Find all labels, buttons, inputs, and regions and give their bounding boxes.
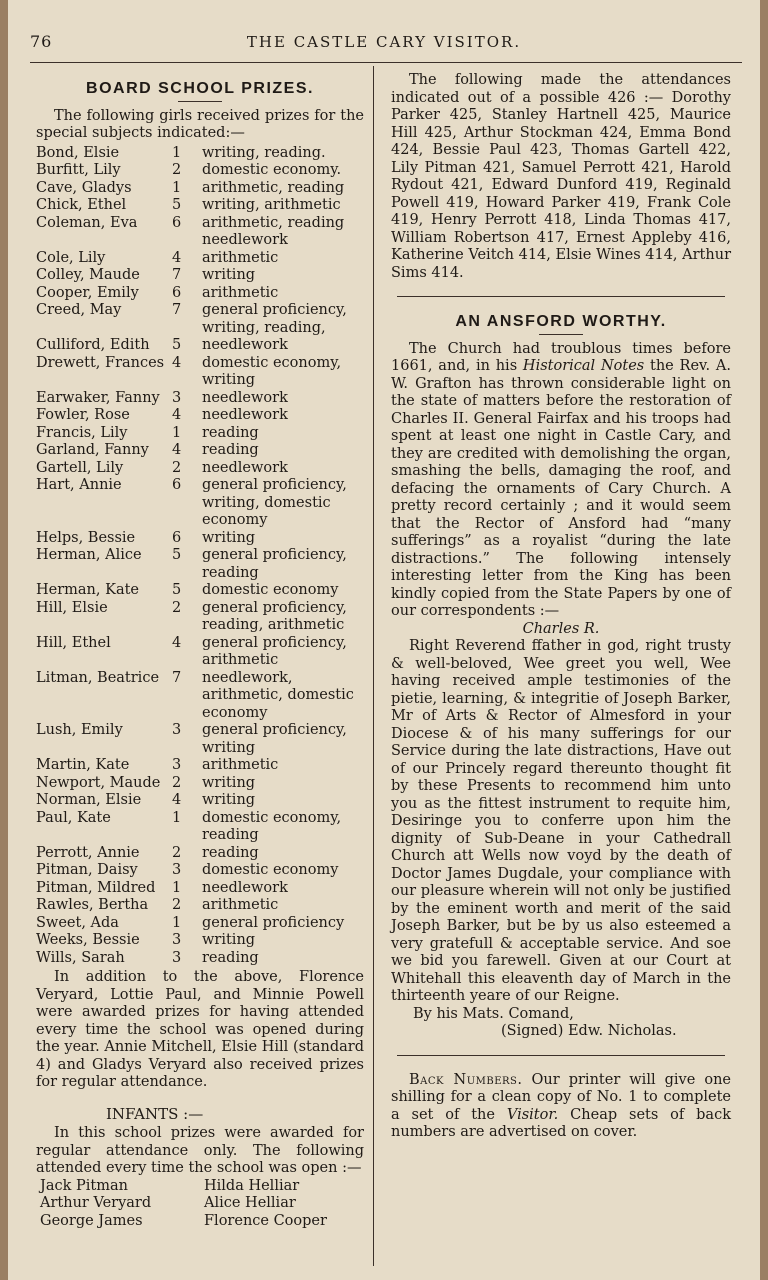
- prize-name: Fowler, Rose: [36, 407, 130, 423]
- prize-row: [36, 810, 364, 845]
- prize-row: [36, 792, 364, 810]
- prize-row: [36, 390, 364, 408]
- prize-subjects: domestic economy, writing: [202, 354, 342, 388]
- prize-subjects: needlework: [202, 879, 288, 896]
- prize-standard: 2: [172, 599, 182, 616]
- prize-row: [36, 547, 364, 582]
- prize-subjects: general proficiency, writing: [202, 722, 347, 756]
- prize-standard: 2: [172, 459, 182, 476]
- infant-name: Florence Cooper: [204, 1212, 327, 1229]
- letter-heading: Charles R.: [522, 620, 600, 637]
- prize-row: [36, 915, 364, 933]
- prize-list: [36, 145, 364, 968]
- prize-standard: 2: [172, 774, 182, 791]
- prize-subjects: writing: [202, 529, 256, 546]
- prize-subjects: reading: [202, 844, 259, 861]
- prize-standard: 6: [172, 529, 182, 546]
- prize-subjects: domestic economy, reading: [202, 809, 342, 843]
- prize-standard: 5: [172, 337, 182, 353]
- prize-standard: 2: [172, 162, 182, 178]
- prize-name: Chick, Ethel: [36, 197, 127, 213]
- section-rule: [397, 296, 725, 297]
- prize-row: [36, 337, 364, 355]
- prize-row: [36, 722, 364, 757]
- prize-name: Rawles, Bertha: [36, 897, 149, 913]
- page-number: 76: [30, 32, 53, 51]
- prize-standard: 5: [172, 582, 182, 598]
- prize-name: Pitman, Mildred: [36, 879, 156, 896]
- prize-name: Hart, Annie: [36, 477, 122, 493]
- prize-standard: 2: [172, 897, 182, 913]
- letter-signed: (Signed) Edw. Nicholas.: [501, 1023, 677, 1039]
- prize-subjects: general proficiency, arithmetic: [202, 634, 347, 668]
- letter-signature-line: By his Mats. Comand,: [413, 1005, 574, 1022]
- infants-names: [36, 1178, 364, 1231]
- prize-name: Bond, Elsie: [36, 144, 120, 161]
- prize-row: [36, 460, 364, 478]
- prize-subjects: needlework: [202, 459, 288, 476]
- prize-standard: 7: [172, 302, 182, 318]
- prize-name: Gartell, Lily: [36, 459, 124, 476]
- prize-subjects: writing, reading.: [202, 144, 326, 161]
- title-rule: [539, 334, 583, 335]
- prize-standard: 1: [172, 914, 182, 931]
- prize-name: Newport, Maude: [36, 774, 161, 791]
- right-column: [391, 72, 731, 1142]
- prize-name: Hill, Ethel: [36, 634, 111, 651]
- back-numbers-label: Back Numbers.: [409, 1071, 523, 1088]
- prize-name: Cooper, Emily: [36, 284, 139, 301]
- prize-name: Coleman, Eva: [36, 214, 138, 231]
- prize-row: [36, 670, 364, 723]
- prize-name: Helps, Bessie: [36, 529, 136, 546]
- prize-standard: 3: [172, 757, 182, 773]
- section-rule: [397, 1055, 725, 1056]
- prize-standard: 1: [172, 424, 182, 441]
- prize-name: Culliford, Edith: [36, 337, 150, 353]
- prize-name: Drewett, Frances: [36, 354, 165, 371]
- prize-row: [36, 267, 364, 285]
- prizes-title: BOARD SCHOOL PRIZES.: [86, 80, 314, 97]
- prize-row: [36, 932, 364, 950]
- prize-standard: 1: [172, 144, 182, 161]
- prize-standard: 3: [172, 389, 182, 406]
- prize-name: Earwaker, Fanny: [36, 389, 160, 406]
- prize-standard: 6: [172, 284, 182, 301]
- prize-standard: 3: [172, 862, 182, 878]
- prize-subjects: arithmetic: [202, 249, 279, 266]
- prize-standard: 5: [172, 197, 182, 213]
- prize-standard: 4: [172, 249, 182, 266]
- infants-col-2: [200, 1178, 364, 1231]
- prizes-addition: In addition to the above, Florence Veryard, Lottie Paul, and Minnie Powell were awarded prizes for having attended every time the school was opened during the year. Annie Mitchell, Elsie Hill (standard 4) and Gladys Veryard also received prizes for regular attendance.: [36, 969, 364, 1090]
- prize-row: [36, 162, 364, 180]
- prize-standard: 3: [172, 722, 182, 738]
- prize-name: Cave, Gladys: [36, 179, 132, 196]
- prize-row: [36, 635, 364, 670]
- prize-row: [36, 600, 364, 635]
- prize-row: [36, 950, 364, 968]
- prize-name: Pitman, Daisy: [36, 862, 138, 878]
- worthy-text-book: Historical Notes: [522, 358, 645, 374]
- prize-row: [36, 582, 364, 600]
- prize-subjects: general proficiency, writing, reading,: [202, 302, 347, 336]
- prize-row: [36, 757, 364, 775]
- prize-subjects: needlework: [202, 389, 288, 406]
- prize-row: [36, 442, 364, 460]
- prize-standard: 6: [172, 477, 182, 493]
- prize-row: [36, 180, 364, 198]
- prize-standard: 7: [172, 267, 182, 283]
- column-divider: [373, 66, 374, 1266]
- prize-name: Cole, Lily: [36, 249, 106, 266]
- infant-name: Hilda Helliar: [204, 1177, 300, 1194]
- prize-subjects: domestic economy: [202, 582, 339, 598]
- prize-row: [36, 197, 364, 215]
- prize-row: [36, 862, 364, 880]
- prize-subjects: needlework: [202, 407, 288, 423]
- title-rule: [178, 101, 222, 102]
- worthy-paragraph: [391, 341, 731, 621]
- prize-subjects: writing: [202, 792, 256, 808]
- worthy-text-a: The Church had troublous times before 1661, and, in his: [391, 340, 731, 374]
- prize-standard: 4: [172, 634, 182, 651]
- prize-subjects: domestic economy.: [202, 162, 342, 178]
- infants-col-1: [36, 1178, 200, 1231]
- prize-row: [36, 302, 364, 337]
- prize-subjects: domestic economy: [202, 862, 339, 878]
- header-rule: [30, 62, 742, 63]
- prize-name: Weeks, Bessie: [36, 932, 140, 948]
- prize-row: [36, 530, 364, 548]
- prize-standard: 4: [172, 407, 182, 423]
- prize-row: [36, 285, 364, 303]
- prize-subjects: reading: [202, 949, 259, 966]
- prize-row: [36, 250, 364, 268]
- prize-subjects: writing, arithmetic: [202, 197, 341, 213]
- prize-subjects: needlework, arithmetic, domestic economy: [202, 669, 354, 721]
- prize-standard: 4: [172, 354, 182, 371]
- attendance-text: The following made the attendances indicated out of a possible 426 :— Dorothy Parker 425, Stanley Hartnell 425, Maurice Hill 425, Arthur Stockman 424, Emma Bond 424, Bessie Paul 423, Thomas Gartell 422, Lily Pitman 421, Samuel Perrott 421, Harold Rydout 421, Edward Dunford 419, Reginald Powell 419, Howard Parker 419, Frank Cole 419, Henry Perrott 418, Linda Thomas 417, William Robertson 417, Ernest Appleby 416, Katherine Veitch 414, Elsie Wines 414, Arthur Sims 414.: [391, 72, 731, 281]
- prize-row: [36, 897, 364, 915]
- prize-name: Lush, Emily: [36, 722, 123, 738]
- back-numbers-visitor: Visitor.: [506, 1106, 559, 1123]
- worthy-title: AN ANSFORD WORTHY.: [455, 313, 667, 330]
- prize-standard: 5: [172, 547, 182, 563]
- prize-name: Paul, Kate: [36, 809, 111, 826]
- prize-row: [36, 355, 364, 390]
- running-head: [8, 30, 760, 52]
- prize-name: Perrott, Annie: [36, 844, 140, 861]
- infant-name: Alice Helliar: [204, 1195, 296, 1211]
- prize-row: [36, 145, 364, 163]
- prize-subjects: needlework: [202, 337, 288, 353]
- infant-name: Jack Pitman: [40, 1177, 128, 1194]
- prize-name: Wills, Sarah: [36, 949, 125, 966]
- prize-row: [36, 215, 364, 250]
- prize-standard: 3: [172, 932, 182, 948]
- prize-subjects: writing: [202, 267, 256, 283]
- prize-standard: 3: [172, 949, 182, 966]
- infant-name: Arthur Veryard: [40, 1195, 152, 1211]
- prize-row: [36, 880, 364, 898]
- running-title: THE CASTLE CARY VISITOR.: [246, 33, 522, 51]
- prize-subjects: reading: [202, 442, 259, 458]
- prize-standard: 1: [172, 879, 182, 896]
- prize-standard: 2: [172, 844, 182, 861]
- page: [8, 0, 760, 1280]
- prize-standard: 6: [172, 214, 182, 231]
- prize-subjects: general proficiency: [202, 914, 345, 931]
- prize-name: Martin, Kate: [36, 757, 130, 773]
- letter-body: Right Reverend ffather in god, right trusty & well-beloved, Wee greet you well, Wee having received ample testimonies of the pietie, learning, & integritie of Joseph Barker, Mr of Arts & Rector of Almesford in your Diocese & of his many sufferings for our Service during the late distractions, Have out of our Princely regard thereunto thought fit by these Presents to recommend him unto you as the fittest instrument to requite him, Desiringe you to conferre upon him the dignity of Sub-Deane in your Cathedrall Church att Wells now voyd by the death of Doctor James Dugdale, your compliance with our pleasure wherein will not only be justified by the eminent worth and merit of the said Joseph Barker, but be by us also esteemed a very gratefull & acceptable service. And soe we bid you farewell. Given at our Court at Whitehall this eleaventh day of March in the thirteenth yeare of our Reigne.: [391, 638, 731, 1004]
- prize-standard: 1: [172, 179, 182, 196]
- infant-name: George James: [40, 1212, 143, 1229]
- prize-name: Hill, Elsie: [36, 599, 108, 616]
- prize-subjects: general proficiency, writing, domestic economy: [202, 477, 347, 528]
- prize-subjects: reading: [202, 424, 259, 441]
- infants-title: INFANTS :—: [106, 1104, 204, 1123]
- worthy-text-c: the Rev. A. W. Grafton has thrown considerable light on the state of matters before the restoration of Charles II. General Fairfax and his troops had spent at least one night in Castle Cary, and they are credited with demolishing the organ, smashing the bells, damaging the roof, and defacing the ornaments of Cary Church. A pretty record certainly ; and it would seem that the Rector of Ansford had “many sufferings” as a royalist “during the late distractions.” The following intensely interesting letter from the King has been kindly copied from the State Papers by one of our correspondents :—: [391, 358, 731, 619]
- prize-name: Creed, May: [36, 302, 122, 318]
- prize-name: Colley, Maude: [36, 267, 140, 283]
- prizes-intro: The following girls received prizes for the special subjects indicated:—: [36, 107, 364, 141]
- prize-name: Francis, Lily: [36, 424, 128, 441]
- prize-standard: 1: [172, 809, 182, 826]
- infants-text: In this school prizes were awarded for regular attendance only. The following attended every time the school was open :—: [36, 1125, 364, 1176]
- prize-row: [36, 775, 364, 793]
- prize-subjects: arithmetic: [202, 284, 279, 301]
- prize-name: Garland, Fanny: [36, 442, 149, 458]
- prize-name: Sweet, Ada: [36, 914, 119, 931]
- prize-subjects: general proficiency, reading: [202, 547, 347, 581]
- prize-name: Herman, Kate: [36, 582, 139, 598]
- prize-row: [36, 845, 364, 863]
- prize-row: [36, 407, 364, 425]
- back-numbers-text-b: Cheap sets of back numbers are advertised on cover.: [391, 1106, 731, 1140]
- prize-subjects: writing: [202, 932, 256, 948]
- prize-subjects: general proficiency, reading, arithmetic: [202, 599, 347, 633]
- left-column: [36, 72, 364, 1230]
- prize-standard: 4: [172, 442, 182, 458]
- prize-name: Burfitt, Lily: [36, 162, 121, 178]
- prize-row: [36, 425, 364, 443]
- prize-standard: 4: [172, 792, 182, 808]
- back-numbers-notice: [391, 1072, 731, 1142]
- prize-subjects: writing: [202, 774, 256, 791]
- prize-subjects: arithmetic, reading: [202, 179, 345, 196]
- prize-standard: 7: [172, 669, 182, 686]
- prize-subjects: arithmetic: [202, 897, 279, 913]
- prize-subjects: arithmetic, reading needlework: [202, 214, 345, 248]
- prize-name: Litman, Beatrice: [36, 669, 160, 686]
- prize-subjects: arithmetic: [202, 757, 279, 773]
- prize-name: Herman, Alice: [36, 547, 142, 563]
- back-numbers-text-a: Our printer will give one shilling for a clean copy of No. 1 to complete a set of the: [391, 1071, 731, 1123]
- prize-row: [36, 477, 364, 530]
- prize-name: Norman, Elsie: [36, 792, 142, 808]
